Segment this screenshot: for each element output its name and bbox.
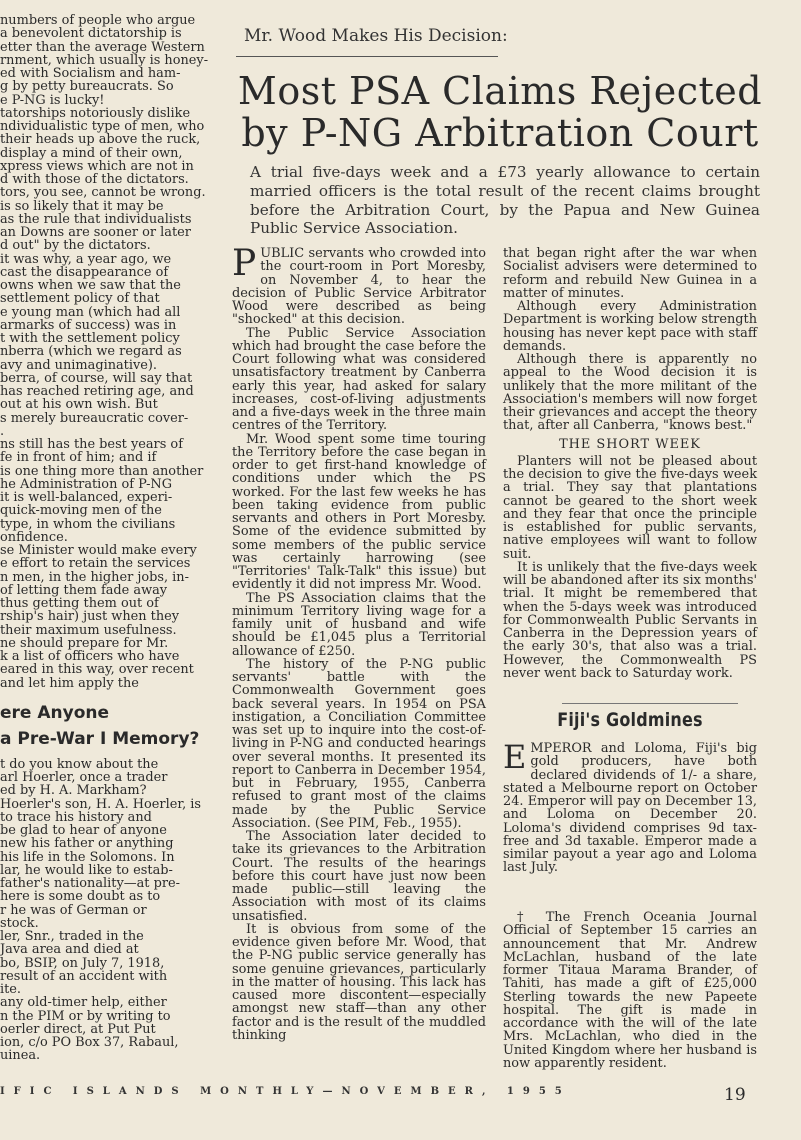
drop-cap: E [503,738,527,776]
text-line: berra, of course, will say that [0,370,193,386]
text-line: eared in this way, over recent [0,662,194,678]
text-line: as the rule that individualists [0,211,192,227]
article-paragraph: The Association later decided to take its grievances to the Arbitration Court. The results of the hearings before this court have just now been made public—still leaving the Association with most of its claims unsatisfied. [232,829,486,924]
text-line: uinea. [0,1048,41,1064]
text-line: settlement policy of that [0,291,160,307]
text-line: s merely bureaucratic cover- [0,410,189,426]
article-paragraph: The PS Association claims that the minimum Territory living wage for a family unit of husband and wife should be £1,045 plus a Territorial allowance of £250. [232,590,486,659]
text-line: be glad to hear of anyone [0,823,167,838]
text-line: stock. [0,915,39,931]
text-line: t with the settlement policy [0,331,180,346]
drop-cap: P [232,243,257,284]
standfirst: A trial five-days week and a £73 yearly allowance to certain married officers is the total result of the recent claims brought before the Arbitration Court, by the Papua and New Guinea Public Service Association. [250,163,760,238]
kicker-rule [236,56,498,57]
text-line: onfidence. [0,529,68,545]
text-line: avy and unimaginative). [0,357,158,373]
text-line: n men, in the higher jobs, in- [0,569,189,585]
text-line: ion, c/o PO Box 37, Rabaul, [0,1035,179,1050]
article-paragraph: Although there is apparently no appeal to the Wood decision it is unlikely that the more militant of the Association's members will now forget their grievances and accept the theory that, after all Canberra, "knows best." [503,352,757,434]
fiji-paragraph: EMPEROR and Loloma, Fiji's big gold producers, have both declared dividends of 1/- a share, stated a Melbourne report on October 24. Emperor will pay on December 13, and Loloma on December 20. Loloma's dividend comprises 9d tax-free and 3d taxable. Emperor made a similar payout a year ago and Loloma last July. [503,738,757,876]
article-paragraph: Mr. Wood spent some time touring the Territory before the case began in order to get first-hand knowledge of conditions under which the PS worked. For the last few weeks he has been taking evidence from public servants and others in Port Moresby. Some of the evidence submitted by some members of the public service was certainly harrowing (see "Territories' Talk-Talk" this issue) but evidently it did not impress Mr. Wood. [232,431,486,593]
fiji-story [503,738,757,902]
tahiti-paragraph: † The French Oceania Journal Official of September 15 carries an announcement that Mr. Andrew McLachlan, husband of the late former Titaua Marama Brander, of Tahiti, has made a gift of £25,000 Sterling towards the new Papeete hospital. The gift is made in accordance with the will of the late Mrs. McLachlan, who died in the United Kingdom where her husband is now apparently resident. [503,910,757,1071]
text-line: e effort to retain the services [0,556,191,572]
editorial-text [0,14,216,690]
text-line: se Minister would make every [0,543,197,558]
text-line: ndividualistic type of men, who [0,119,205,134]
article-paragraph: that began right after the war when Socialist advisers were determined to reform and rebuild New Guinea in a matter of minutes. [503,246,757,301]
text-line: out at his own wish. But [0,397,158,413]
page-number: 19 [724,1085,746,1105]
article-column-1 [232,243,486,1057]
text-line: their maximum usefulness. [0,622,177,638]
text-line: a benevolent dictatorship is [0,26,182,42]
text-line: e young man (which had all [0,304,181,320]
text-line: Java area and died at [0,942,139,958]
text-line: is so likely that it may be [0,198,164,214]
text-line: is one thing more than another [0,463,204,479]
text-line: k a list of officers who have [0,649,180,664]
text-line: it was why, a year ago, we [0,251,172,267]
text-line: owns when we saw that the [0,278,181,293]
text-line: ns still has the best years of [0,437,183,452]
text-line: to trace his history and [0,809,152,825]
section-heading: ere Anyone [0,702,110,723]
running-footer: IFIC ISLANDS MONTHLY—NOVEMBER, 1955 [0,1086,571,1097]
text-line: ne should prepare for Mr. [0,635,169,651]
text-line: d with those of the dictators. [0,172,189,187]
text-line: new his father or anything [0,836,174,852]
text-line: and let him apply the [0,675,139,691]
tahiti-story [503,910,757,1071]
text-line: cast the disappearance of [0,264,169,280]
text-line: rnment, which usually is honey- [0,52,209,68]
text-line: armarks of success) was in [0,317,177,333]
text-line: ite. [0,982,22,997]
article-column-2 [503,247,757,707]
article-paragraph: PUBLIC servants who crowded into the court-room in Port Moresby, on November 4, to hear the decision of Public Service Arbitrator Wood were described as being "shocked" at this decision. [232,243,486,328]
hoerler-query-text [0,758,216,1063]
text-line: quick-moving men of the [0,503,162,519]
article-paragraph: The history of the P-NG public servants' battle with the Commonwealth Government goes back several years. In 1954 on PSA instigation, a Conciliation Committee was set up to inquire into the cost-of-living in P-NG and conducted hearings over several months. It presented its report to Canberra in December 1954, but in February, 1955, Canberra refused to grant most of the claims made by the Public Service Association. (See PIM, Feb., 1955). [232,656,486,831]
text-line: n the PIM or by writing to [0,1008,171,1024]
text-line: thus getting them out of [0,596,159,611]
fiji-heading: Fiji's Goldmines [557,708,703,731]
text-line: here is some doubt as to [0,889,161,905]
text-line: lar, he would like to estab- [0,862,173,878]
text-line: t do you know about the [0,756,159,772]
subheading: THE SHORT WEEK [559,436,701,452]
text-line: result of an accident with [0,968,168,984]
dagger-marker: † [517,910,533,925]
text-line: ler, Snr., traded in the [0,929,144,944]
text-line: . [0,423,5,439]
text-line: numbers of people who argue [0,13,196,28]
text-line: oerler direct, at Put Put [0,1021,156,1037]
text-line: e P-NG is lucky! [0,92,105,108]
text-line: their heads up above the ruck, [0,132,201,148]
text-line: he Administration of P-NG [0,476,172,492]
article-paragraph: It is unlikely that the five-days week will be abandoned after its six months' trial. It might be remembered that when the 5-days week was introduced for Commonwealth Public Servants in Canberra in the Depression years of the early 30's, that also was a trial. However, the Commonwealth PS never went back to Saturday work. [503,559,757,681]
text-line: Hoerler's son, H. A. Hoerler, is [0,796,201,812]
text-line: d out" by the dictators. [0,238,151,254]
article-paragraph: Planters will not be pleased about the decision to give the five-days week a trial. They say that plantations cannot be geared to the short week and they fear that once the principle is established for public servants, native employees will want to follow suit. [503,453,757,562]
headline-line-2: by P-NG Arbitration Court [241,111,759,155]
text-line: ed with Socialism and ham- [0,66,181,81]
headline-line-1: Most PSA Claims Rejected [237,69,763,113]
text-line: g by petty bureaucrats. So [0,79,174,95]
text-line: an Downs are sooner or later [0,225,191,240]
left-column [0,13,216,1064]
text-line: rship's hair) just when they [0,609,180,625]
text-line: any old-timer help, either [0,995,167,1011]
text-line: xpress views which are not in [0,158,194,174]
headline [230,70,770,154]
text-line: of letting them fade away [0,582,168,598]
section-divider [562,703,738,704]
text-line: father's nationality—at pre- [0,876,180,891]
text-line: display a mind of their own, [0,145,183,161]
text-line: type, in whom the civilians [0,516,176,532]
text-line: arl Hoerler, once a trader [0,770,168,785]
text-line: has reached retiring age, and [0,384,194,399]
article-paragraph: Although every Administration Department is working below strength housing has never kept pace with staff demands. [503,299,757,354]
text-line: bo, BSIP, on July 7, 1918, [0,955,165,971]
article-paragraph: It is obvious from some of the evidence given before Mr. Wood, that the P-NG public service generally has some genuine grievances, particularly in the matter of housing. This lack has caused more discontent—especially amongst new staff—than any other factor and is the result of the muddled thinking [232,921,486,1043]
text-line: his life in the Solomons. In [0,849,175,865]
text-line: tors, you see, cannot be wrong. [0,185,206,201]
text-line: fe in front of him; and if [0,450,157,466]
text-line: tatorships notoriously dislike [0,105,191,121]
article-paragraph: The Public Service Association which had brought the case before the Court following what was considered unsatisfactory treatment by Canberra early this year, had asked for salary increases, cost-of-living adjustments and a five-days week in the three main centres of the Territory. [232,325,486,434]
text-line: ed by H. A. Markham? [0,783,147,799]
section-heading: a Pre-War I Memory? [0,728,200,749]
text-line: r he was of German or [0,902,147,918]
text-line: etter than the average Western [0,39,205,55]
text-line: nberra (which we regard as [0,344,182,360]
text-line: it is well-balanced, experi- [0,490,173,505]
kicker: Mr. Wood Makes His Decision: [244,26,508,46]
